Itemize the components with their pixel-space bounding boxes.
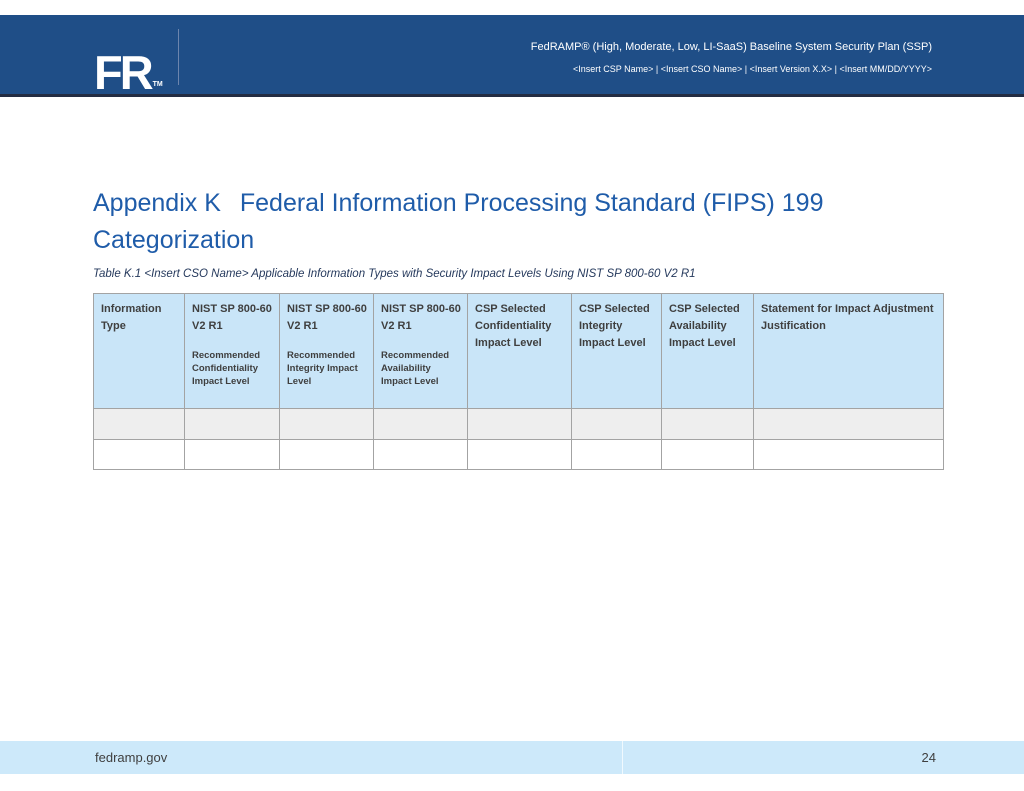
- table-cell: [94, 409, 185, 440]
- table-row: [94, 440, 944, 470]
- column-header-csp-availability: [662, 294, 754, 409]
- column-header-label: CSP Selected Confidentiality Impact Level: [475, 303, 552, 349]
- table-cell: [280, 409, 374, 440]
- column-header-label: NIST SP 800-60 V2 R1: [287, 303, 367, 332]
- table-cell: [374, 409, 468, 440]
- header-bar: [0, 15, 1024, 97]
- table-cell: [662, 409, 754, 440]
- heading-number: Appendix K: [93, 189, 221, 217]
- column-header-label: Statement for Impact Adjustment Justification: [761, 303, 934, 332]
- table-caption: Table K.1 <Insert CSO Name> Applicable Information Types with Security Impact Levels Using NIST SP 800-60 V2 R1: [93, 268, 696, 280]
- footer-divider: [622, 741, 623, 774]
- fips-199-table: [93, 293, 944, 470]
- table-cell: [185, 409, 280, 440]
- table-cell: [754, 409, 944, 440]
- column-header-csp-integrity: [572, 294, 662, 409]
- page-heading: [93, 185, 893, 259]
- header-divider: [178, 29, 179, 85]
- heading-title: Federal Information Processing Standard (FIPS) 199 Categorization: [93, 189, 824, 254]
- table-row: [94, 409, 944, 440]
- table-cell: [662, 440, 754, 470]
- document-subtitle: <Insert CSP Name> | <Insert CSO Name> | <Insert Version X.X> | <Insert MM/DD/YYYY>: [573, 64, 932, 74]
- table-cell: [185, 440, 280, 470]
- footer-bar: [0, 741, 1024, 774]
- footer-site-text: fedramp.gov: [95, 750, 168, 765]
- column-header-csp-confidentiality: [468, 294, 572, 409]
- column-header-information-type: [94, 294, 185, 409]
- fedramp-logo-text: FR: [94, 46, 151, 99]
- header-text-block: [531, 41, 932, 75]
- page-content: [93, 185, 943, 470]
- document-title: FedRAMP® (High, Moderate, Low, LI-SaaS) Baseline System Security Plan (SSP): [530, 41, 932, 53]
- table-cell: [754, 440, 944, 470]
- column-header-label: NIST SP 800-60 V2 R1: [381, 303, 461, 332]
- column-header-sublabel: Recommended Availability Impact Level: [381, 350, 450, 387]
- fedramp-logo: [94, 46, 163, 99]
- table-cell: [94, 440, 185, 470]
- column-header-label: NIST SP 800-60 V2 R1: [192, 303, 272, 332]
- column-header-nist-availability: [374, 294, 468, 409]
- column-header-nist-integrity: [280, 294, 374, 409]
- table-cell: [572, 409, 662, 440]
- table-cell: [468, 409, 572, 440]
- table-cell: [374, 440, 468, 470]
- table-cell: [280, 440, 374, 470]
- column-header-label: Information Type: [101, 303, 162, 332]
- trademark-symbol: TM: [152, 81, 163, 88]
- column-header-label: CSP Selected Integrity Impact Level: [579, 303, 650, 349]
- table-cell: [468, 440, 572, 470]
- column-header-label: CSP Selected Availability Impact Level: [669, 303, 740, 349]
- table-header-row: [94, 294, 944, 409]
- footer-page-number: 24: [921, 750, 936, 765]
- table-cell: [572, 440, 662, 470]
- column-header-nist-confidentiality: [185, 294, 280, 409]
- column-header-statement: [754, 294, 944, 409]
- column-header-sublabel: Recommended Integrity Impact Level: [287, 350, 358, 387]
- column-header-sublabel: Recommended Confidentiality Impact Level: [192, 350, 261, 387]
